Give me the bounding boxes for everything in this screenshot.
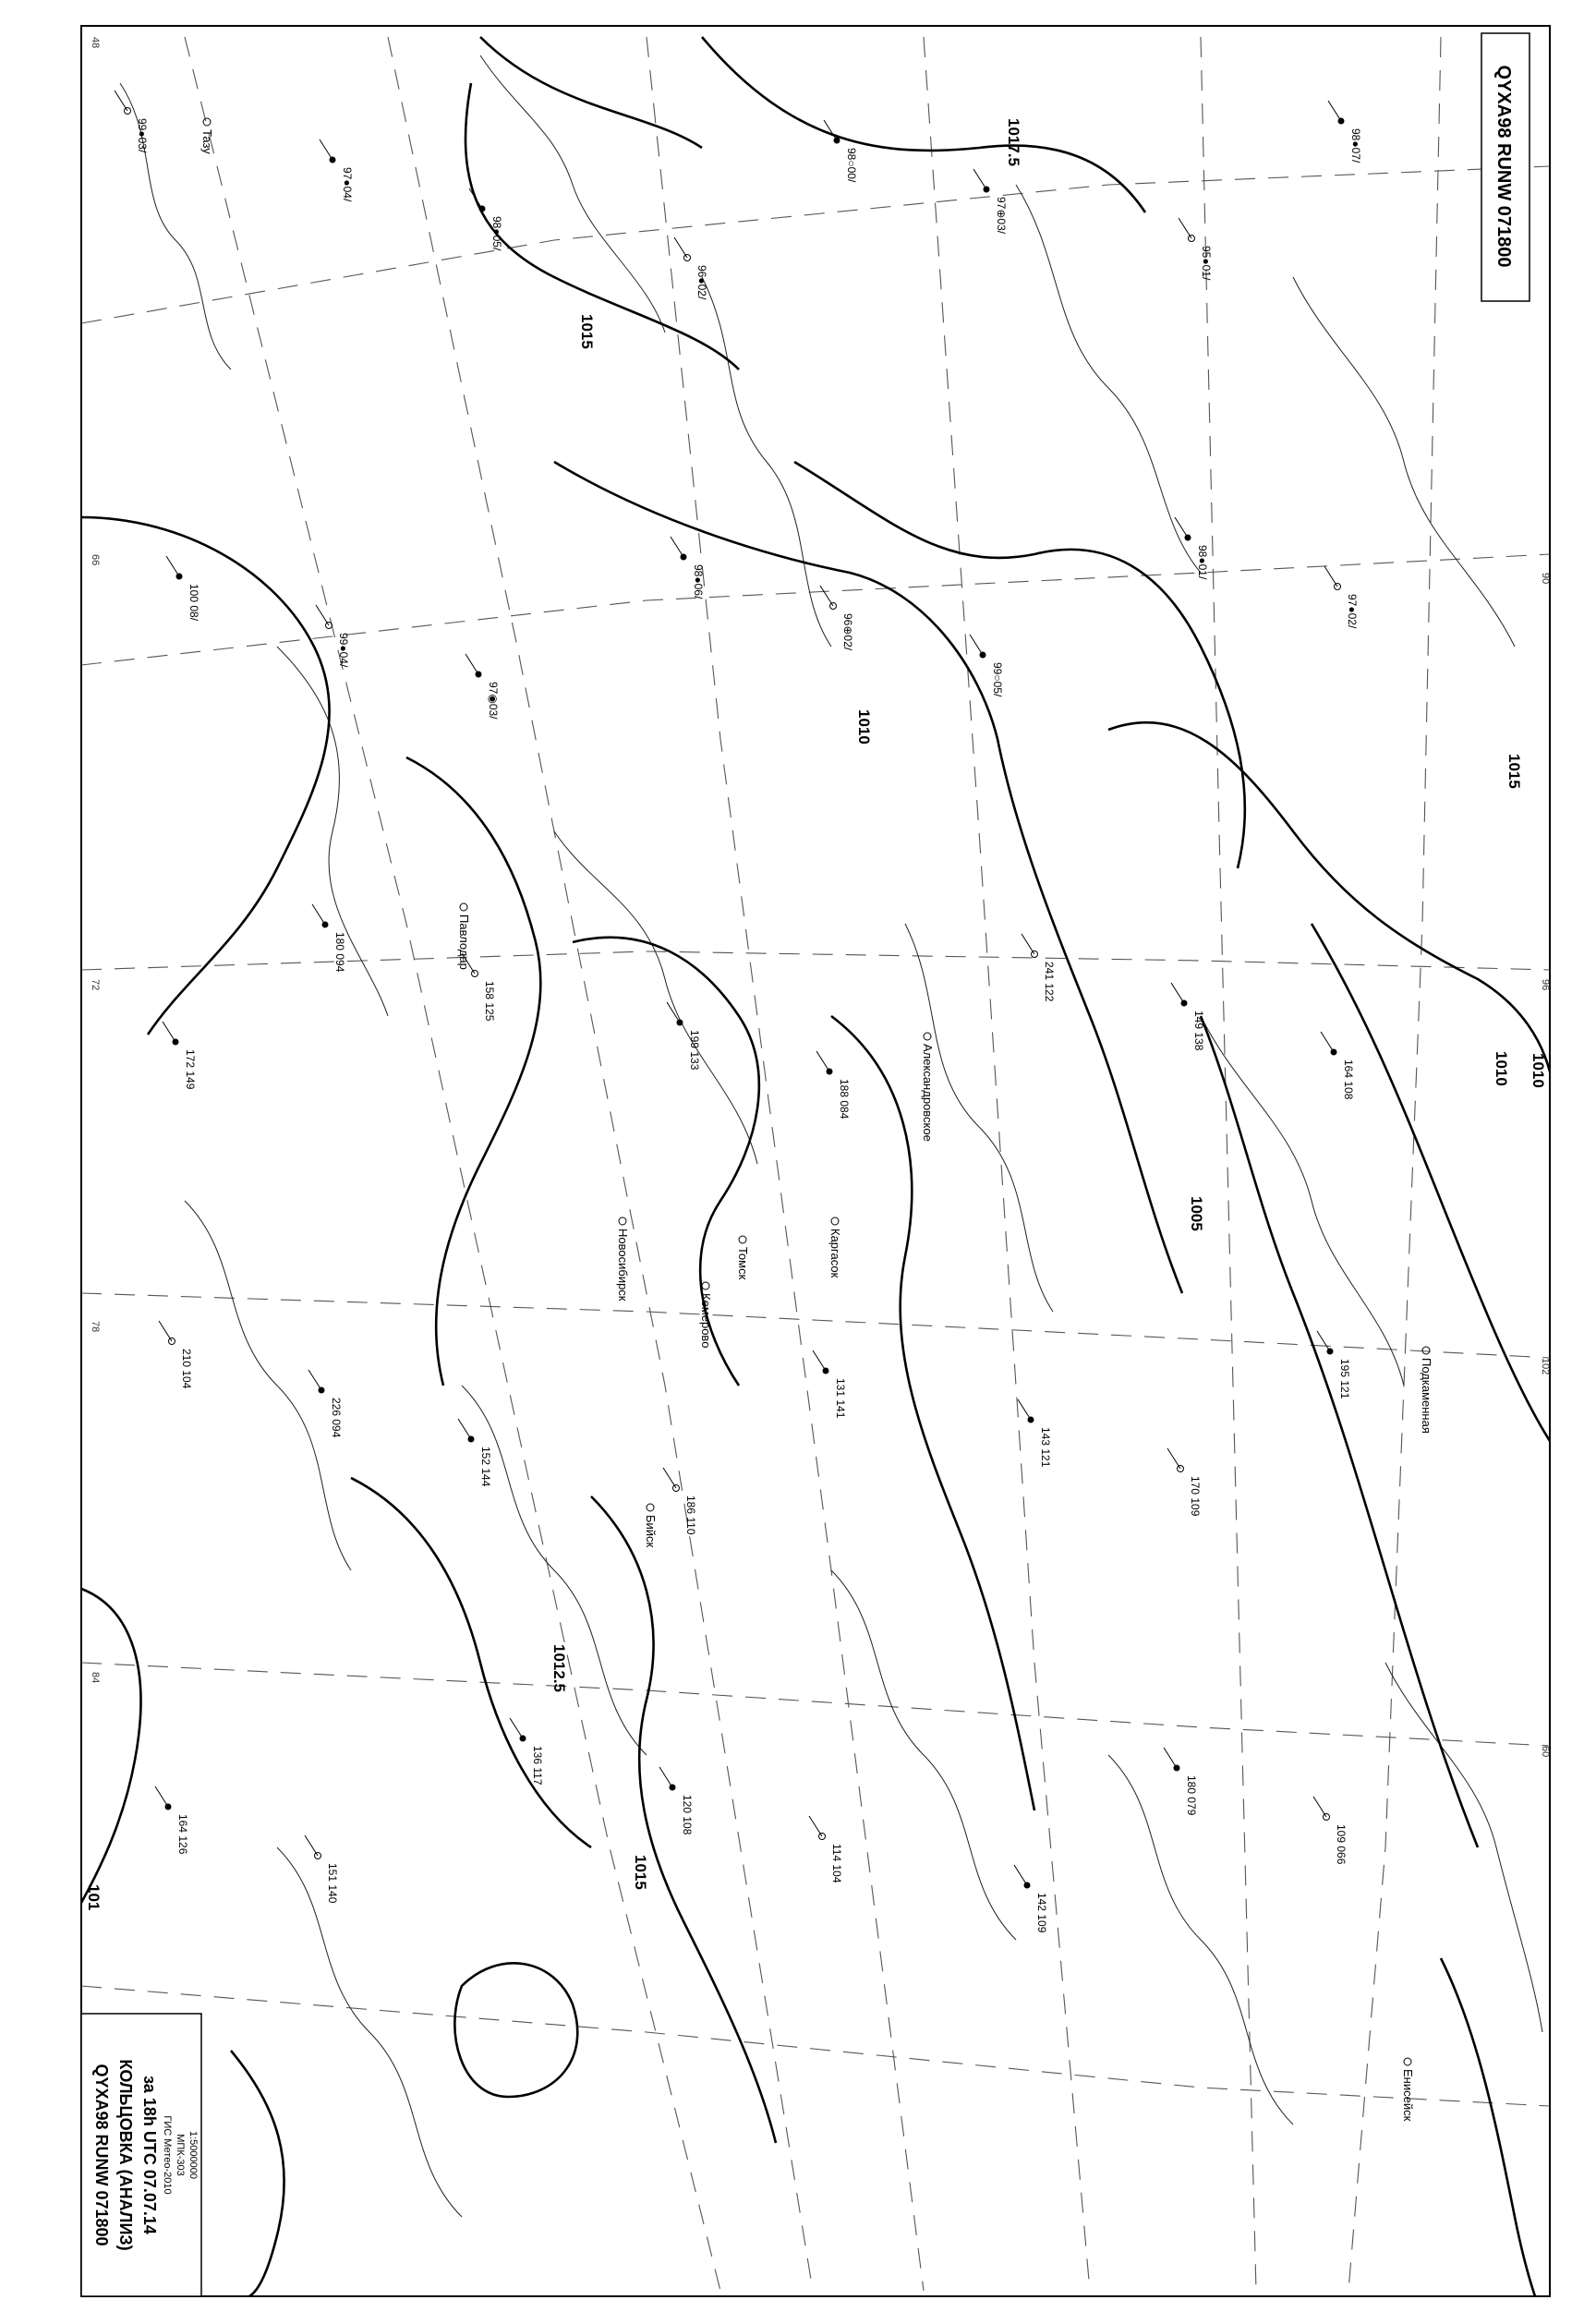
isobar-label: 1012.5 bbox=[550, 1644, 568, 1692]
station-value: 172 149 bbox=[184, 1049, 197, 1090]
isobar-label: 1010 bbox=[1530, 1053, 1547, 1088]
isobar-label: 1010 bbox=[1493, 1051, 1510, 1086]
station-value: 120 108 bbox=[681, 1795, 694, 1835]
isobar-label: 1005 bbox=[1188, 1196, 1205, 1231]
station-value: 142 109 bbox=[1035, 1893, 1048, 1933]
isobar-label: 1015 bbox=[578, 314, 596, 349]
station-value: 164 126 bbox=[176, 1814, 189, 1855]
header-code: QYXA98 RUNW 071800 bbox=[1493, 65, 1514, 268]
station-value: 99○05/ bbox=[991, 662, 1004, 697]
city-name: Александровское bbox=[921, 1044, 935, 1142]
grid-label: 84 bbox=[90, 1672, 101, 1684]
station-value: 152 144 bbox=[479, 1447, 492, 1487]
station-value: 99●04/ bbox=[337, 633, 350, 668]
grid-label: 48 bbox=[90, 37, 101, 49]
title-name: КОЛЬЦОВКА (АНАЛИЗ) bbox=[116, 2059, 135, 2251]
station-value: 241 122 bbox=[1043, 962, 1056, 1002]
isobar-label: 101 bbox=[85, 1884, 103, 1911]
city-name: Павлодар bbox=[457, 914, 471, 970]
city-name: Томск bbox=[736, 1247, 750, 1280]
station-value: 96●02/ bbox=[695, 265, 708, 300]
station-value: 210 104 bbox=[180, 1349, 193, 1389]
isobar-label: 1015 bbox=[1505, 754, 1523, 789]
city-name: Каргасок bbox=[828, 1229, 842, 1278]
city-name: Кемерово bbox=[699, 1293, 713, 1349]
station-value: 186 110 bbox=[684, 1495, 697, 1535]
station-value: 226 094 bbox=[330, 1398, 343, 1438]
station-value: 136 117 bbox=[531, 1746, 544, 1786]
title-product: МПК-303 bbox=[175, 2134, 186, 2176]
station-value: 131 141 bbox=[834, 1378, 847, 1419]
grid-label: 78 bbox=[90, 1321, 101, 1333]
station-value: 95●01/ bbox=[1200, 246, 1213, 281]
grid-label: 102 bbox=[1540, 1358, 1551, 1375]
isobar-label: 1015 bbox=[632, 1855, 649, 1890]
station-value: 97◉03/ bbox=[487, 682, 500, 720]
title-code: QYXA98 RUNW 071800 bbox=[92, 2064, 111, 2246]
station-value: 199 133 bbox=[688, 1030, 701, 1071]
station-value: 98○00/ bbox=[845, 148, 858, 183]
station-value: 96⊕02/ bbox=[841, 613, 854, 651]
isobar-label: 1017.5 bbox=[1005, 118, 1022, 166]
station-value: 109 066 bbox=[1335, 1824, 1348, 1865]
title-block bbox=[81, 2014, 201, 2296]
station-value: 180 079 bbox=[1185, 1775, 1198, 1816]
title-producer: ГИС Метео-2010 bbox=[162, 2115, 173, 2195]
station-value: 98●05/ bbox=[490, 216, 503, 251]
station-value: 143 121 bbox=[1039, 1427, 1052, 1468]
city-name: Бийск bbox=[644, 1515, 658, 1548]
grid-label: 66 bbox=[90, 554, 101, 566]
city-name: Подкаменная bbox=[1420, 1358, 1433, 1434]
isobar-label: 1010 bbox=[855, 709, 873, 744]
city-label bbox=[616, 1217, 630, 1301]
city-label bbox=[1420, 1347, 1433, 1434]
station-value: 170 109 bbox=[1189, 1476, 1202, 1517]
station-value: 98●06/ bbox=[692, 564, 705, 599]
station-value: 180 094 bbox=[333, 932, 346, 973]
station-value: 114 104 bbox=[830, 1844, 843, 1883]
station-value: 97●04/ bbox=[341, 167, 354, 202]
station-value: 98●01/ bbox=[1196, 545, 1209, 580]
city-name: Енисейск bbox=[1401, 2069, 1415, 2122]
header-box bbox=[1481, 33, 1530, 301]
station-value: 195 121 bbox=[1338, 1359, 1351, 1399]
station-value: 158 125 bbox=[483, 981, 496, 1022]
city-label bbox=[921, 1033, 935, 1142]
station-value: 149 138 bbox=[1192, 1011, 1205, 1051]
station-value: 98●07/ bbox=[1349, 128, 1362, 163]
title-time: за 18h UTC 07.07.14 bbox=[140, 2076, 159, 2234]
city-name: Тазу bbox=[200, 129, 214, 154]
grid-label: 60 bbox=[1540, 1746, 1551, 1758]
station-value: 99●03/ bbox=[136, 118, 149, 153]
station-value: 100 08/ bbox=[187, 584, 200, 622]
city-name: Новосибирск bbox=[616, 1229, 630, 1301]
station-value: 164 108 bbox=[1342, 1059, 1355, 1100]
station-value: 97⊕03/ bbox=[995, 197, 1008, 235]
grid-label: 90 bbox=[1540, 573, 1551, 585]
station-value: 151 140 bbox=[326, 1863, 339, 1904]
station-value: 188 084 bbox=[838, 1079, 851, 1120]
title-scale: 1:5000000 bbox=[187, 2131, 199, 2179]
station-value: 97●02/ bbox=[1346, 594, 1359, 629]
grid-label: 96 bbox=[1540, 979, 1551, 991]
grid-label: 72 bbox=[90, 979, 101, 991]
